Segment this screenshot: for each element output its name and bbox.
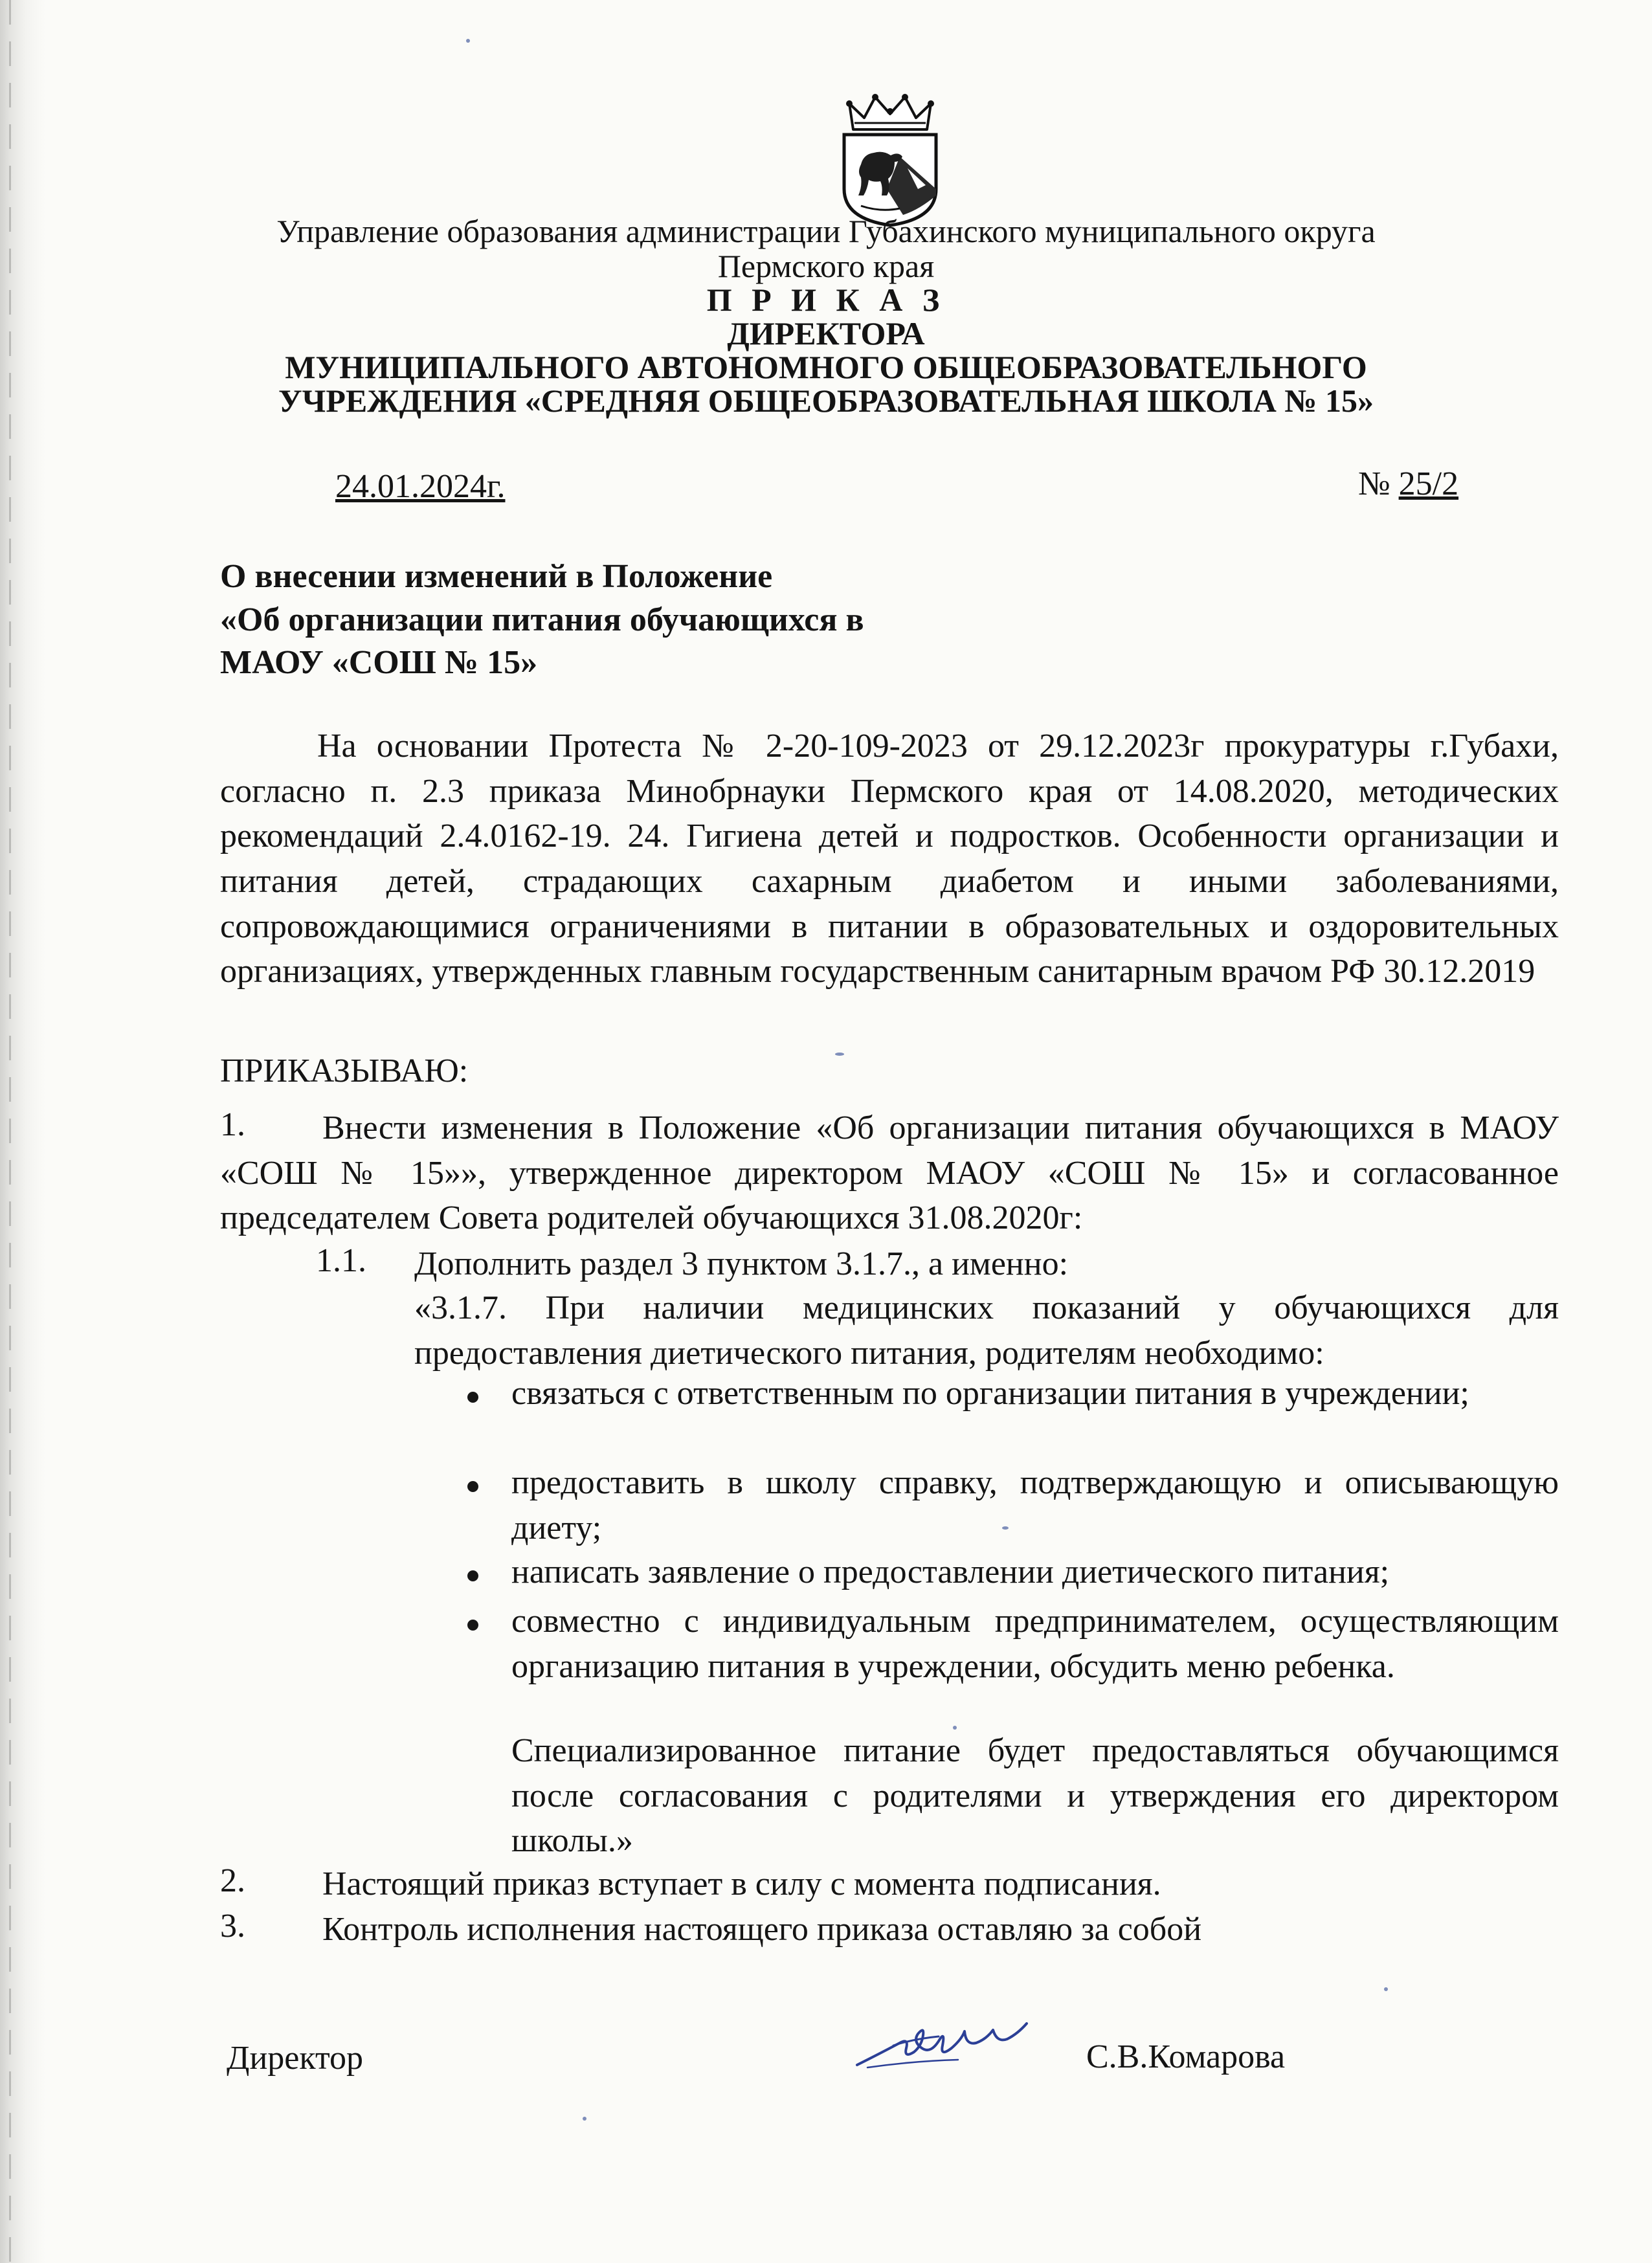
closing-note: Специализированное питание будет предоставляться обучающимся после согласования с родителями и утверждения его директором школы.»	[511, 1732, 1559, 1860]
item2-number: 2.	[220, 1862, 245, 1899]
item2-text: Настоящий приказ вступает в силу с момента подписания.	[322, 1866, 1161, 1902]
issuer-line1: ДИРЕКТОРА	[727, 315, 925, 351]
bullet-icon	[467, 1481, 478, 1492]
subject-line3: МАОУ «СОШ № 15»	[220, 644, 538, 682]
organization-name-line1: Управление образования администрации Губахинского муниципального округа	[276, 213, 1376, 249]
scan-speck	[466, 39, 470, 43]
item3-text: Контроль исполнения настоящего приказа оставляю за собой	[322, 1911, 1202, 1948]
scan-speck	[835, 1053, 844, 1056]
order-subject	[220, 555, 1126, 685]
document-type-title: П Р И К А З	[706, 282, 946, 318]
item1-number: 1.	[220, 1106, 245, 1143]
order-number-value: 25/2	[1398, 465, 1459, 502]
order-date: 24.01.2024г.	[335, 468, 506, 505]
bullet-icon	[467, 1392, 478, 1403]
subject-line1: О внесении изменений в Положение	[220, 558, 773, 595]
scan-speck	[1384, 1987, 1388, 1991]
basis-paragraph: На основании Протеста № 2-20-109-2023 от 29.12.2023г прокуратуры г.Губахи, согласно п. 2.3 приказа Минобрнауки Пермского края от 14.08.2020, методических рекомендаций 2.4.0162-19. 24. Гигиена детей и подростков. Особенности организации и питания детей, страдающих сахарным диабетом и иными заболеваниями, сопровождающимися ограничениями в питании в образовательных и оздоровительных организациях, утвержденных главным государственным санитарным врачом РФ 30.12.2019	[220, 728, 1559, 990]
subject-line2: «Об организации питания обучающихся в	[220, 601, 864, 638]
signatory-position: Директор	[227, 2040, 363, 2077]
order-number-prefix: №	[1358, 465, 1390, 502]
item1-text: Внести изменения в Положение «Об организации питания обучающихся в МАОУ «СОШ № 15»», утвержденное директором МАОУ «СОШ № 15» и согласованное председателем Совета родителей обучающихся 31.08.2020г:	[220, 1109, 1559, 1237]
signatory-name: С.В.Комарова	[1086, 2038, 1286, 2075]
item1-1-number: 1.1.	[316, 1242, 366, 1279]
item1-1-text: Дополнить раздел 3 пунктом 3.1.7., а именно:	[414, 1245, 1069, 1282]
bullet-item-3: написать заявление о предоставлении диетического питания;	[511, 1554, 1390, 1590]
scan-speck	[583, 2117, 586, 2121]
bullet-item-2: предоставить в школу справку, подтверждающую и описывающую диету;	[511, 1464, 1559, 1546]
order-number	[1358, 465, 1458, 503]
handwritten-signature	[854, 2020, 1029, 2070]
bullet-item-1: связаться с ответственным по организации питания в учреждении;	[511, 1375, 1469, 1412]
coat-of-arms-icon	[835, 92, 945, 228]
clause-3-1-7: «3.1.7. При наличии медицинских показаний у обучающихся для предоставления диетического питания, родителям необходимо:	[414, 1289, 1559, 1372]
scan-speck	[1002, 1526, 1009, 1530]
organization-name-line2: Пермского края	[717, 248, 935, 284]
bullet-item-4: совместно с индивидуальным предпринимателем, осуществляющим организацию питания в учреждении, обсудить меню ребенка.	[511, 1603, 1559, 1685]
scan-speck	[953, 1726, 957, 1730]
order-word: ПРИКАЗЫВАЮ:	[220, 1053, 469, 1089]
issuer-line2: МУНИЦИПАЛЬНОГО АВТОНОМНОГО ОБЩЕОБРАЗОВАТЕЛЬНОГО	[285, 349, 1367, 385]
issuer-line3: УЧРЕЖДЕНИЯ «СРЕДНЯЯ ОБЩЕОБРАЗОВАТЕЛЬНАЯ ШКОЛА № 15»	[278, 383, 1374, 419]
item3-number: 3.	[220, 1908, 245, 1945]
bullet-icon	[467, 1570, 478, 1581]
bullet-icon	[467, 1620, 478, 1631]
